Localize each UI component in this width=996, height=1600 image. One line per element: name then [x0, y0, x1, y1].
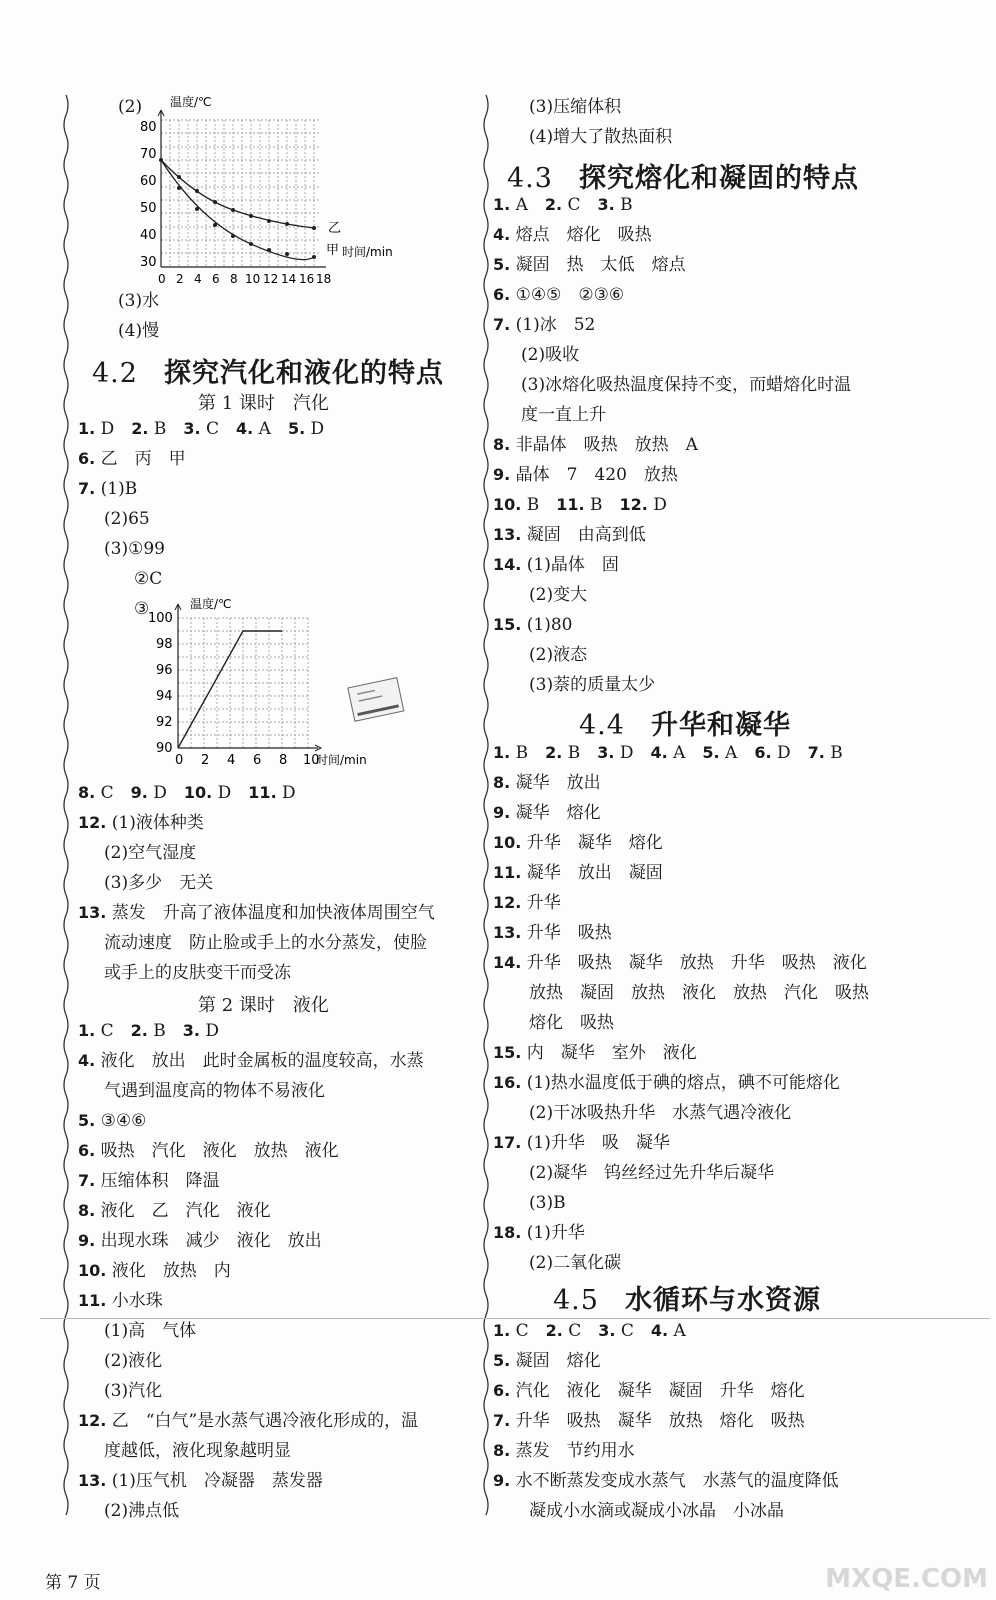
- answer-10: 10. 升华 凝华 熔化: [493, 833, 663, 853]
- chart1-xtick: 16: [299, 272, 315, 286]
- chart1-xtick: 14: [281, 272, 297, 286]
- answer-4-line2: 气遇到温度高的物体不易液化: [104, 1081, 325, 1101]
- section-heading-4-4: [579, 703, 791, 742]
- answer-14-line3: 熔化 吸热: [529, 1013, 614, 1033]
- curve-jia: [161, 160, 314, 260]
- answer-7-3-2: ②C: [134, 569, 163, 589]
- chart2-xtick: 0: [175, 753, 184, 768]
- answer-9: 9. 水不断蒸发变成水蒸气 水蒸气的温度降低: [493, 1471, 839, 1491]
- series-label-jia: 甲: [326, 243, 340, 258]
- answer-row-8-11: 8. C 9. D 10. D 11. D: [78, 783, 296, 803]
- answer-13-line3: 或手上的皮肤变干而受冻: [104, 963, 291, 983]
- middle-wavy-border: [480, 95, 492, 1525]
- answer-7: 7. (1)B: [78, 479, 138, 499]
- answer-9: 9. 晶体 7 420 放热: [493, 465, 678, 485]
- chart1-xtick: 0: [158, 272, 166, 286]
- answer-17-2: (2)凝华 钨丝经过先升华后凝华: [529, 1163, 775, 1183]
- curve-yi: [161, 160, 314, 228]
- answer-14-2: (2)变大: [529, 585, 588, 605]
- answer-13: 13. (1)压气机 冷凝器 蒸发器: [78, 1471, 323, 1491]
- answer-9: 9. 出现水珠 减少 液化 放出: [78, 1231, 322, 1251]
- answer-12-3: (3)多少 无关: [104, 873, 214, 893]
- answer-6: 6. 乙 丙 甲: [78, 449, 186, 469]
- answer-16-2: (2)干冰吸热升华 水蒸气遇冷液化: [529, 1103, 792, 1123]
- answer-7-2: (2)吸收: [521, 345, 580, 365]
- left-wavy-border: [60, 95, 72, 1525]
- chart2-ytick: 100: [148, 611, 173, 626]
- answer-row-10-12: 10. B 11. B 12. D: [493, 495, 667, 515]
- boiling-curve-chart: [148, 592, 468, 772]
- answer-14: 14. (1)晶体 固: [493, 555, 619, 575]
- answer-11: 11. 凝华 放出 凝固: [493, 863, 663, 883]
- series-label-yi: 乙: [328, 221, 342, 236]
- chart2-ytick: 90: [156, 741, 173, 756]
- answer-13-2: (2)沸点低: [104, 1501, 180, 1521]
- stamp-image: [343, 670, 413, 730]
- section-title: 探究熔化和凝固的特点: [578, 163, 859, 194]
- chart2-ytick: 96: [156, 663, 173, 678]
- answer-17: 17. (1)升华 吸 凝华: [493, 1133, 670, 1153]
- cooling-curve-chart: [116, 92, 516, 286]
- answer-7: 7. 升华 吸热 凝华 放热 熔化 吸热: [493, 1411, 805, 1431]
- answer-7-3-1: (3)①99: [104, 539, 165, 559]
- section-heading-4-3: [507, 156, 859, 195]
- answer-8: 8. 非晶体 吸热 放热 A: [493, 435, 698, 455]
- chart1-xtick: 4: [194, 272, 202, 286]
- chart2-xtick: 8: [279, 753, 288, 768]
- answer-18-2: (2)二氧化碳: [529, 1253, 622, 1273]
- chart1-ytick: 80: [140, 120, 157, 135]
- chart1-xtick: 8: [230, 272, 238, 286]
- chart2-xtick: 2: [201, 753, 210, 768]
- answer-12: 12. (1)液体种类: [78, 813, 204, 833]
- answer-12: 12. 乙 “白气”是水蒸气遇冷液化形成的，温: [78, 1411, 419, 1431]
- section-number: 4.5: [553, 1285, 599, 1316]
- answer-13: 13. 凝固 由高到低: [493, 525, 646, 545]
- answer-10: 10. 液化 放热 内: [78, 1261, 231, 1281]
- answer-4: 4. 液化 放出 此时金属板的温度较高，水蒸: [78, 1051, 424, 1071]
- answer-15-3: (3)萘的质量太少: [529, 675, 656, 695]
- answer-4: (4)增大了散热面积: [529, 127, 673, 147]
- answer-15-2: (2)液态: [529, 645, 588, 665]
- answer-11-1: (1)高 气体: [104, 1321, 197, 1341]
- answer-9: 9. 凝华 熔化: [493, 803, 601, 823]
- scan-line: [40, 1318, 990, 1319]
- watermark: MXQE.COM: [825, 1564, 988, 1594]
- answer-15: 15. (1)80: [493, 615, 573, 635]
- chart1-xtick: 10: [245, 272, 261, 286]
- lesson-heading-2: 第 2 课时 液化: [198, 995, 329, 1016]
- answer-row-1-3: 1. A 2. C 3. B: [493, 195, 633, 215]
- answer-8: 8. 液化 乙 汽化 液化: [78, 1201, 271, 1221]
- chart2-ytick: 98: [156, 637, 173, 652]
- q2-label: (2): [118, 97, 143, 117]
- answer-17-3: (3)B: [529, 1193, 566, 1213]
- chart2-xtick: 6: [253, 753, 262, 768]
- chart1-xtick: 18: [316, 272, 332, 286]
- answer-7-3-3: ③: [134, 599, 150, 619]
- chart2-xtick: 4: [227, 753, 236, 768]
- section-title: 水循环与水资源: [624, 1285, 821, 1316]
- answer-6: 6. 汽化 液化 凝华 凝固 升华 熔化: [493, 1381, 805, 1401]
- answer-13-line2: 流动速度 防止脸或手上的水分蒸发，使脸: [104, 933, 427, 953]
- answer-3: (3)压缩体积: [529, 97, 622, 117]
- section-number: 4.3: [507, 163, 553, 194]
- answer-row-1-5: 1. D 2. B 3. C 4. A 5. D: [78, 419, 325, 439]
- answer-6: 6. ①④⑤ ②③⑥: [493, 285, 625, 305]
- answer-6: 6. 吸热 汽化 液化 放热 液化: [78, 1141, 339, 1161]
- answer-16: 16. (1)热水温度低于碘的熔点，碘不可能熔化: [493, 1073, 840, 1093]
- answer-9-line2: 凝成小水滴或凝成小冰晶 小冰晶: [529, 1501, 784, 1521]
- answer-5: 5. ③④⑥: [78, 1111, 147, 1131]
- answer-11-3: (3)汽化: [104, 1381, 163, 1401]
- chart1-ylabel: 温度/℃: [170, 95, 212, 109]
- answer-7-3: (3)冰熔化吸热温度保持不变，而蜡熔化时温: [521, 375, 852, 395]
- answer-15: 15. 内 凝华 室外 液化: [493, 1043, 697, 1063]
- answer-14: 14. 升华 吸热 凝华 放热 升华 吸热 液化: [493, 953, 867, 973]
- chart2-xlabel: 时间/min: [316, 753, 367, 767]
- answer-11-2: (2)液化: [104, 1351, 163, 1371]
- answer-12-2: (2)空气湿度: [104, 843, 197, 863]
- lesson-heading-1: 第 1 课时 汽化: [198, 393, 329, 414]
- chart1-ytick: 50: [140, 201, 157, 216]
- chart1-ytick: 60: [140, 174, 157, 189]
- answer-4: (4)慢: [118, 321, 160, 341]
- answer-18: 18. (1)升华: [493, 1223, 585, 1243]
- section-title: 探究汽化和液化的特点: [163, 358, 444, 389]
- section-number: 4.2: [92, 358, 138, 389]
- answer-13: 13. 升华 吸热: [493, 923, 612, 943]
- answer-12-line2: 度越低，液化现象越明显: [104, 1441, 291, 1461]
- chart2-xtick: 10: [303, 753, 320, 768]
- chart1-ytick: 70: [140, 147, 157, 162]
- chart2-ytick: 94: [156, 689, 173, 704]
- answer-row-1-7: 1. B 2. B 3. D 4. A 5. A 6. D 7. B: [493, 743, 843, 763]
- answer-4: 4. 熔点 熔化 吸热: [493, 225, 652, 245]
- answer-7: 7. 压缩体积 降温: [78, 1171, 220, 1191]
- answer-12: 12. 升华: [493, 893, 561, 913]
- answer-7: 7. (1)冰 52: [493, 315, 596, 335]
- section-number: 4.4: [579, 710, 625, 741]
- answer-14-line2: 放热 凝固 放热 液化 放热 汽化 吸热: [529, 983, 869, 1003]
- answer-3: (3)水: [118, 291, 160, 311]
- answer-5: 5. 凝固 熔化: [493, 1351, 601, 1371]
- section-heading-4-2: [92, 351, 444, 390]
- answer-5: 5. 凝固 热 太低 熔点: [493, 255, 686, 275]
- chart1-xlabel: 时间/min: [342, 245, 393, 259]
- chart1-xtick: 12: [263, 272, 279, 286]
- chart1-xtick: 6: [212, 272, 220, 286]
- chart1-ytick: 30: [140, 255, 157, 270]
- section-title: 升华和凝华: [650, 710, 791, 741]
- chart2-ytick: 92: [156, 715, 173, 730]
- answer-7-3-line2: 度一直上升: [521, 405, 606, 425]
- answer-row-1-4: 1. C 2. C 3. C 4. A: [493, 1321, 686, 1341]
- answer-8: 8. 凝华 放出: [493, 773, 601, 793]
- answer-row-1-3: 1. C 2. B 3. D: [78, 1021, 220, 1041]
- chart2-ylabel: 温度/℃: [190, 597, 232, 611]
- answer-8: 8. 蒸发 节约用水: [493, 1441, 635, 1461]
- section-heading-4-5: [553, 1278, 821, 1317]
- chart1-ytick: 40: [140, 228, 157, 243]
- page-number: 第 7 页: [45, 1573, 101, 1593]
- answer-11: 11. 小水珠: [78, 1291, 163, 1311]
- chart1-xtick: 2: [176, 272, 184, 286]
- answer-13: 13. 蒸发 升高了液体温度和加快液体周围空气: [78, 903, 435, 923]
- answer-7-2: (2)65: [104, 509, 150, 529]
